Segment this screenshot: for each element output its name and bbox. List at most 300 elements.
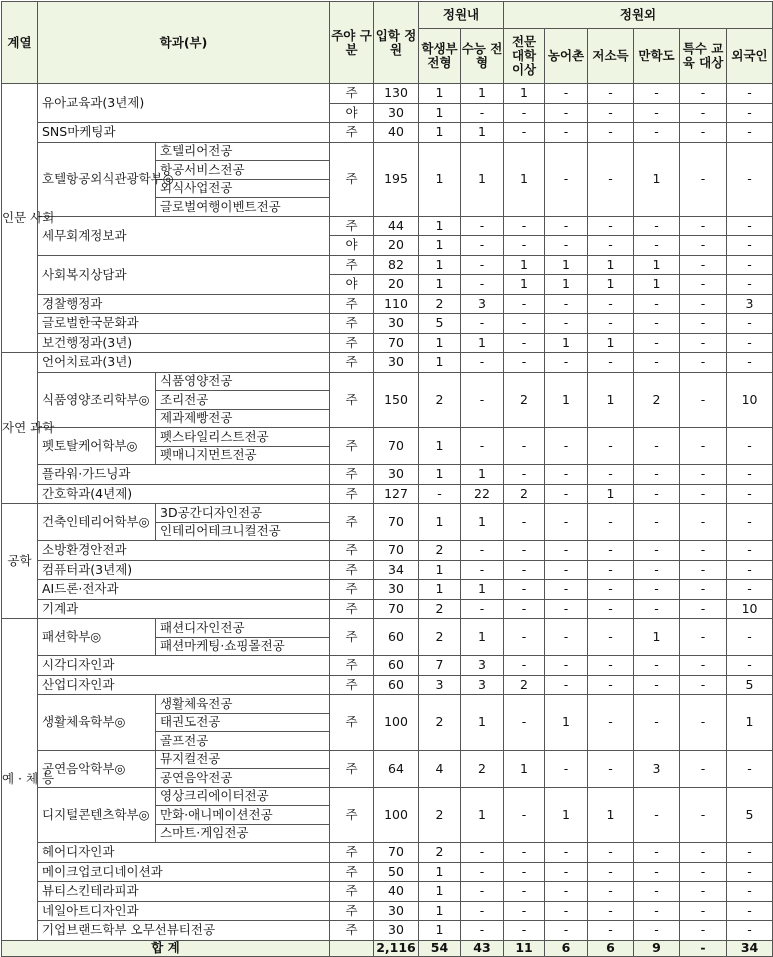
- value-cell: -: [504, 353, 545, 373]
- value-cell: 2: [419, 843, 461, 863]
- value-cell: -: [680, 843, 727, 863]
- daynight-cell: 주: [330, 580, 374, 600]
- value-cell: 1: [419, 901, 461, 921]
- daynight-cell: 주: [330, 599, 374, 619]
- table-row: [2, 750, 773, 769]
- table-row: [2, 314, 773, 334]
- value-cell: -: [634, 695, 680, 751]
- value-cell: -: [634, 541, 680, 561]
- value-cell: 1: [588, 255, 634, 275]
- header-col-1: 수능 전형: [461, 29, 504, 84]
- table-row: [2, 901, 773, 921]
- value-cell: -: [504, 504, 545, 541]
- value-cell: 1: [419, 921, 461, 941]
- value-cell: 2: [419, 372, 461, 428]
- department-name: 간호학과(4년제): [38, 484, 330, 504]
- value-cell: -: [727, 353, 773, 373]
- value-cell: -: [634, 236, 680, 256]
- table-row: [2, 882, 773, 902]
- value-cell: -: [504, 294, 545, 314]
- value-cell: -: [461, 901, 504, 921]
- value-cell: 1: [461, 142, 504, 216]
- value-cell: 1: [504, 84, 545, 104]
- value-cell: 3: [461, 675, 504, 695]
- quota-cell: 20: [374, 236, 419, 256]
- daynight-cell: 야: [330, 236, 374, 256]
- value-cell: 1: [461, 580, 504, 600]
- value-cell: -: [588, 843, 634, 863]
- value-cell: -: [588, 504, 634, 541]
- value-cell: -: [504, 656, 545, 676]
- value-cell: -: [588, 901, 634, 921]
- value-cell: -: [461, 216, 504, 236]
- value-cell: -: [545, 236, 588, 256]
- daynight-cell: 주: [330, 695, 374, 751]
- daynight-cell: 주: [330, 862, 374, 882]
- value-cell: 1: [545, 333, 588, 353]
- value-cell: -: [588, 428, 634, 465]
- value-cell: -: [727, 84, 773, 104]
- value-cell: 1: [634, 619, 680, 656]
- value-cell: -: [545, 353, 588, 373]
- value-cell: -: [634, 428, 680, 465]
- quota-cell: 70: [374, 541, 419, 561]
- value-cell: 1: [504, 750, 545, 787]
- major-name: 제과제빵전공: [156, 409, 330, 428]
- quota-cell: 30: [374, 901, 419, 921]
- daynight-cell: 주: [330, 921, 374, 941]
- value-cell: -: [634, 580, 680, 600]
- value-cell: -: [588, 882, 634, 902]
- department-name: 식품영양조리학부◎: [38, 372, 156, 428]
- value-cell: -: [680, 541, 727, 561]
- value-cell: 7: [419, 656, 461, 676]
- value-cell: -: [680, 275, 727, 295]
- table-row: [2, 504, 773, 523]
- value-cell: -: [504, 123, 545, 143]
- value-cell: -: [588, 695, 634, 751]
- major-name: 만화·애니메이션전공: [156, 806, 330, 825]
- daynight-cell: 주: [330, 484, 374, 504]
- header-daynight: 주야 구분: [330, 2, 374, 84]
- value-cell: -: [634, 484, 680, 504]
- value-cell: 1: [461, 123, 504, 143]
- value-cell: 1: [504, 275, 545, 295]
- table-body: [2, 84, 773, 941]
- department-name: 디지털콘텐츠학부◎: [38, 787, 156, 843]
- value-cell: 10: [727, 599, 773, 619]
- value-cell: -: [634, 103, 680, 123]
- value-cell: -: [680, 484, 727, 504]
- value-cell: -: [727, 255, 773, 275]
- table-row: [2, 255, 773, 275]
- daynight-cell: 주: [330, 619, 374, 656]
- value-cell: -: [545, 656, 588, 676]
- quota-cell: 110: [374, 294, 419, 314]
- value-cell: -: [545, 580, 588, 600]
- value-cell: 1: [461, 84, 504, 104]
- daynight-cell: 주: [330, 216, 374, 236]
- quota-cell: 30: [374, 465, 419, 485]
- daynight-cell: 주: [330, 750, 374, 787]
- value-cell: -: [680, 372, 727, 428]
- major-name: 외식사업전공: [156, 179, 330, 198]
- table-row: [2, 294, 773, 314]
- value-cell: -: [588, 103, 634, 123]
- value-cell: -: [504, 787, 545, 843]
- header-col-3: 농어촌: [545, 29, 588, 84]
- value-cell: -: [727, 103, 773, 123]
- value-cell: 1: [419, 255, 461, 275]
- value-cell: 1: [461, 787, 504, 843]
- value-cell: -: [680, 787, 727, 843]
- value-cell: -: [545, 619, 588, 656]
- quota-cell: 64: [374, 750, 419, 787]
- major-name: 공연음악전공: [156, 769, 330, 788]
- value-cell: -: [727, 901, 773, 921]
- value-cell: -: [504, 333, 545, 353]
- table-row: [2, 84, 773, 104]
- value-cell: 1: [419, 103, 461, 123]
- value-cell: -: [545, 862, 588, 882]
- value-cell: 1: [588, 787, 634, 843]
- value-cell: 1: [419, 236, 461, 256]
- admission-quota-table: [1, 1, 773, 957]
- value-cell: -: [680, 314, 727, 334]
- value-cell: -: [461, 275, 504, 295]
- value-cell: -: [727, 843, 773, 863]
- department-name: 유아교육과(3년제): [38, 84, 330, 123]
- value-cell: -: [680, 619, 727, 656]
- value-cell: 1: [461, 333, 504, 353]
- header-category: 계열: [2, 2, 38, 84]
- value-cell: -: [545, 314, 588, 334]
- quota-cell: 30: [374, 103, 419, 123]
- major-name: 조리전공: [156, 391, 330, 410]
- value-cell: -: [634, 353, 680, 373]
- quota-cell: 100: [374, 787, 419, 843]
- department-name: 호텔항공외식관광학부◎: [38, 142, 156, 216]
- value-cell: -: [419, 484, 461, 504]
- department-name: 보건행정과(3년): [38, 333, 330, 353]
- table-row: [2, 580, 773, 600]
- value-cell: -: [504, 541, 545, 561]
- value-cell: 1: [504, 142, 545, 216]
- quota-cell: 100: [374, 695, 419, 751]
- value-cell: -: [504, 921, 545, 941]
- daynight-cell: 주: [330, 504, 374, 541]
- value-cell: -: [588, 216, 634, 236]
- major-name: 패션마케팅·쇼핑몰전공: [156, 637, 330, 656]
- value-cell: 1: [504, 255, 545, 275]
- department-name: 헤어디자인과: [38, 843, 330, 863]
- value-cell: 5: [419, 314, 461, 334]
- table-row: [2, 541, 773, 561]
- value-cell: -: [588, 750, 634, 787]
- daynight-cell: 주: [330, 353, 374, 373]
- value-cell: -: [680, 142, 727, 216]
- major-name: 3D공간디자인전공: [156, 504, 330, 523]
- quota-cell: 20: [374, 275, 419, 295]
- header-col-6: 특수 교육 대상: [680, 29, 727, 84]
- daynight-cell: 주: [330, 675, 374, 695]
- value-cell: -: [680, 921, 727, 941]
- value-cell: 10: [727, 372, 773, 428]
- quota-cell: 34: [374, 560, 419, 580]
- value-cell: 3: [461, 656, 504, 676]
- quota-cell: 70: [374, 599, 419, 619]
- value-cell: -: [634, 843, 680, 863]
- major-name: 펫매니지먼트전공: [156, 446, 330, 465]
- value-cell: -: [634, 901, 680, 921]
- table-row: [2, 428, 773, 447]
- value-cell: -: [727, 656, 773, 676]
- value-cell: -: [727, 541, 773, 561]
- table-row: [2, 921, 773, 941]
- value-cell: -: [727, 619, 773, 656]
- value-cell: -: [588, 580, 634, 600]
- value-cell: 5: [727, 787, 773, 843]
- total-value-cell: 9: [634, 940, 680, 956]
- value-cell: -: [727, 333, 773, 353]
- value-cell: -: [727, 216, 773, 236]
- daynight-cell: 주: [330, 560, 374, 580]
- value-cell: 1: [545, 695, 588, 751]
- value-cell: 1: [461, 504, 504, 541]
- department-name: SNS마케팅과: [38, 123, 330, 143]
- value-cell: 1: [545, 255, 588, 275]
- department-name: 생활체육학부◎: [38, 695, 156, 751]
- value-cell: 1: [419, 465, 461, 485]
- department-name: 컴퓨터과(3년제): [38, 560, 330, 580]
- value-cell: -: [727, 142, 773, 216]
- value-cell: -: [727, 428, 773, 465]
- value-cell: -: [504, 843, 545, 863]
- value-cell: -: [727, 484, 773, 504]
- department-name: 공연음악학부◎: [38, 750, 156, 787]
- daynight-cell: 주: [330, 84, 374, 104]
- value-cell: -: [588, 123, 634, 143]
- table-row: [2, 675, 773, 695]
- quota-cell: 127: [374, 484, 419, 504]
- department-name: 소방환경안전과: [38, 541, 330, 561]
- value-cell: -: [461, 921, 504, 941]
- table-row: [2, 656, 773, 676]
- department-name: AI드론·전자과: [38, 580, 330, 600]
- value-cell: 1: [588, 372, 634, 428]
- value-cell: -: [545, 560, 588, 580]
- value-cell: -: [504, 619, 545, 656]
- value-cell: -: [680, 504, 727, 541]
- department-name: 메이크업코디네이션과: [38, 862, 330, 882]
- value-cell: -: [461, 428, 504, 465]
- value-cell: -: [680, 599, 727, 619]
- value-cell: -: [680, 103, 727, 123]
- total-value-cell: 6: [545, 940, 588, 956]
- value-cell: -: [680, 353, 727, 373]
- daynight-cell: 주: [330, 314, 374, 334]
- header-col-2: 전문 대학 이상: [504, 29, 545, 84]
- quota-cell: 40: [374, 882, 419, 902]
- value-cell: 2: [504, 372, 545, 428]
- value-cell: -: [634, 123, 680, 143]
- quota-cell: 60: [374, 675, 419, 695]
- value-cell: -: [545, 142, 588, 216]
- quota-cell: 70: [374, 504, 419, 541]
- value-cell: -: [680, 333, 727, 353]
- value-cell: -: [461, 862, 504, 882]
- department-name: 시각디자인과: [38, 656, 330, 676]
- value-cell: -: [680, 294, 727, 314]
- value-cell: 1: [419, 216, 461, 236]
- total-label: 합 계: [2, 940, 330, 956]
- value-cell: -: [680, 750, 727, 787]
- value-cell: -: [588, 619, 634, 656]
- category-cell: 자연 과학: [2, 353, 38, 504]
- total-row: [2, 940, 773, 956]
- value-cell: -: [545, 882, 588, 902]
- major-name: 스마트·게임전공: [156, 824, 330, 843]
- table-row: [2, 843, 773, 863]
- value-cell: -: [504, 901, 545, 921]
- table-row: [2, 862, 773, 882]
- quota-cell: 70: [374, 428, 419, 465]
- value-cell: -: [545, 750, 588, 787]
- value-cell: -: [545, 504, 588, 541]
- value-cell: -: [727, 580, 773, 600]
- department-name: 펫토탈케어학부◎: [38, 428, 156, 465]
- value-cell: 1: [545, 372, 588, 428]
- major-name: 생활체육전공: [156, 695, 330, 714]
- daynight-cell: 주: [330, 541, 374, 561]
- value-cell: 1: [419, 275, 461, 295]
- value-cell: -: [680, 255, 727, 275]
- value-cell: -: [545, 465, 588, 485]
- department-name: 플라워·가드닝과: [38, 465, 330, 485]
- total-value-cell: 43: [461, 940, 504, 956]
- table-row: [2, 333, 773, 353]
- value-cell: -: [634, 560, 680, 580]
- value-cell: -: [545, 843, 588, 863]
- value-cell: 1: [545, 787, 588, 843]
- value-cell: -: [588, 236, 634, 256]
- table-row: [2, 216, 773, 236]
- header-col-7: 외국인: [727, 29, 773, 84]
- quota-cell: 40: [374, 123, 419, 143]
- value-cell: -: [588, 675, 634, 695]
- value-cell: -: [588, 465, 634, 485]
- table-row: [2, 142, 773, 161]
- value-cell: -: [634, 787, 680, 843]
- value-cell: -: [727, 504, 773, 541]
- daynight-cell: 주: [330, 428, 374, 465]
- table-row: [2, 465, 773, 485]
- table-row: [2, 372, 773, 391]
- department-name: 언어치료과(3년): [38, 353, 330, 373]
- value-cell: -: [680, 84, 727, 104]
- value-cell: 2: [419, 619, 461, 656]
- value-cell: 4: [419, 750, 461, 787]
- value-cell: -: [634, 216, 680, 236]
- header-row-top: [2, 2, 773, 29]
- value-cell: -: [461, 314, 504, 334]
- value-cell: 3: [634, 750, 680, 787]
- daynight-cell: 야: [330, 103, 374, 123]
- value-cell: 2: [419, 541, 461, 561]
- value-cell: -: [634, 675, 680, 695]
- header-col-5: 만학도: [634, 29, 680, 84]
- value-cell: -: [461, 599, 504, 619]
- quota-cell: 130: [374, 84, 419, 104]
- value-cell: -: [461, 372, 504, 428]
- major-name: 골프전공: [156, 732, 330, 751]
- value-cell: 1: [461, 465, 504, 485]
- header-col-0: 학생부 전형: [419, 29, 461, 84]
- value-cell: -: [504, 314, 545, 334]
- value-cell: 1: [419, 353, 461, 373]
- value-cell: 1: [727, 695, 773, 751]
- value-cell: -: [727, 882, 773, 902]
- value-cell: -: [588, 656, 634, 676]
- value-cell: -: [588, 142, 634, 216]
- major-name: 글로벌여행이벤트전공: [156, 198, 330, 217]
- daynight-cell: 주: [330, 294, 374, 314]
- category-cell: 예 · 체 능: [2, 619, 38, 941]
- value-cell: -: [634, 333, 680, 353]
- value-cell: -: [727, 465, 773, 485]
- daynight-cell: 주: [330, 142, 374, 216]
- total-value-cell: -: [680, 940, 727, 956]
- value-cell: 1: [419, 560, 461, 580]
- value-cell: -: [588, 599, 634, 619]
- value-cell: -: [504, 103, 545, 123]
- quota-cell: 30: [374, 353, 419, 373]
- value-cell: -: [634, 599, 680, 619]
- value-cell: -: [634, 862, 680, 882]
- value-cell: -: [461, 560, 504, 580]
- value-cell: -: [504, 216, 545, 236]
- table-row: [2, 484, 773, 504]
- value-cell: -: [504, 695, 545, 751]
- quota-cell: 44: [374, 216, 419, 236]
- value-cell: -: [545, 921, 588, 941]
- value-cell: 1: [588, 275, 634, 295]
- header-department: 학과(부): [38, 2, 330, 84]
- category-cell: 공학: [2, 504, 38, 619]
- value-cell: -: [727, 236, 773, 256]
- major-name: 식품영양전공: [156, 372, 330, 391]
- value-cell: 3: [419, 675, 461, 695]
- value-cell: -: [588, 862, 634, 882]
- major-name: 인테리어테크니컬전공: [156, 522, 330, 541]
- department-name: 경찰행정과: [38, 294, 330, 314]
- value-cell: -: [727, 921, 773, 941]
- value-cell: -: [634, 314, 680, 334]
- value-cell: 22: [461, 484, 504, 504]
- value-cell: -: [680, 580, 727, 600]
- value-cell: -: [680, 236, 727, 256]
- value-cell: 1: [419, 504, 461, 541]
- value-cell: -: [545, 84, 588, 104]
- value-cell: -: [545, 901, 588, 921]
- quota-cell: 30: [374, 580, 419, 600]
- value-cell: -: [588, 560, 634, 580]
- value-cell: -: [504, 236, 545, 256]
- value-cell: -: [634, 921, 680, 941]
- department-name: 패션학부◎: [38, 619, 156, 656]
- value-cell: -: [727, 750, 773, 787]
- value-cell: -: [545, 599, 588, 619]
